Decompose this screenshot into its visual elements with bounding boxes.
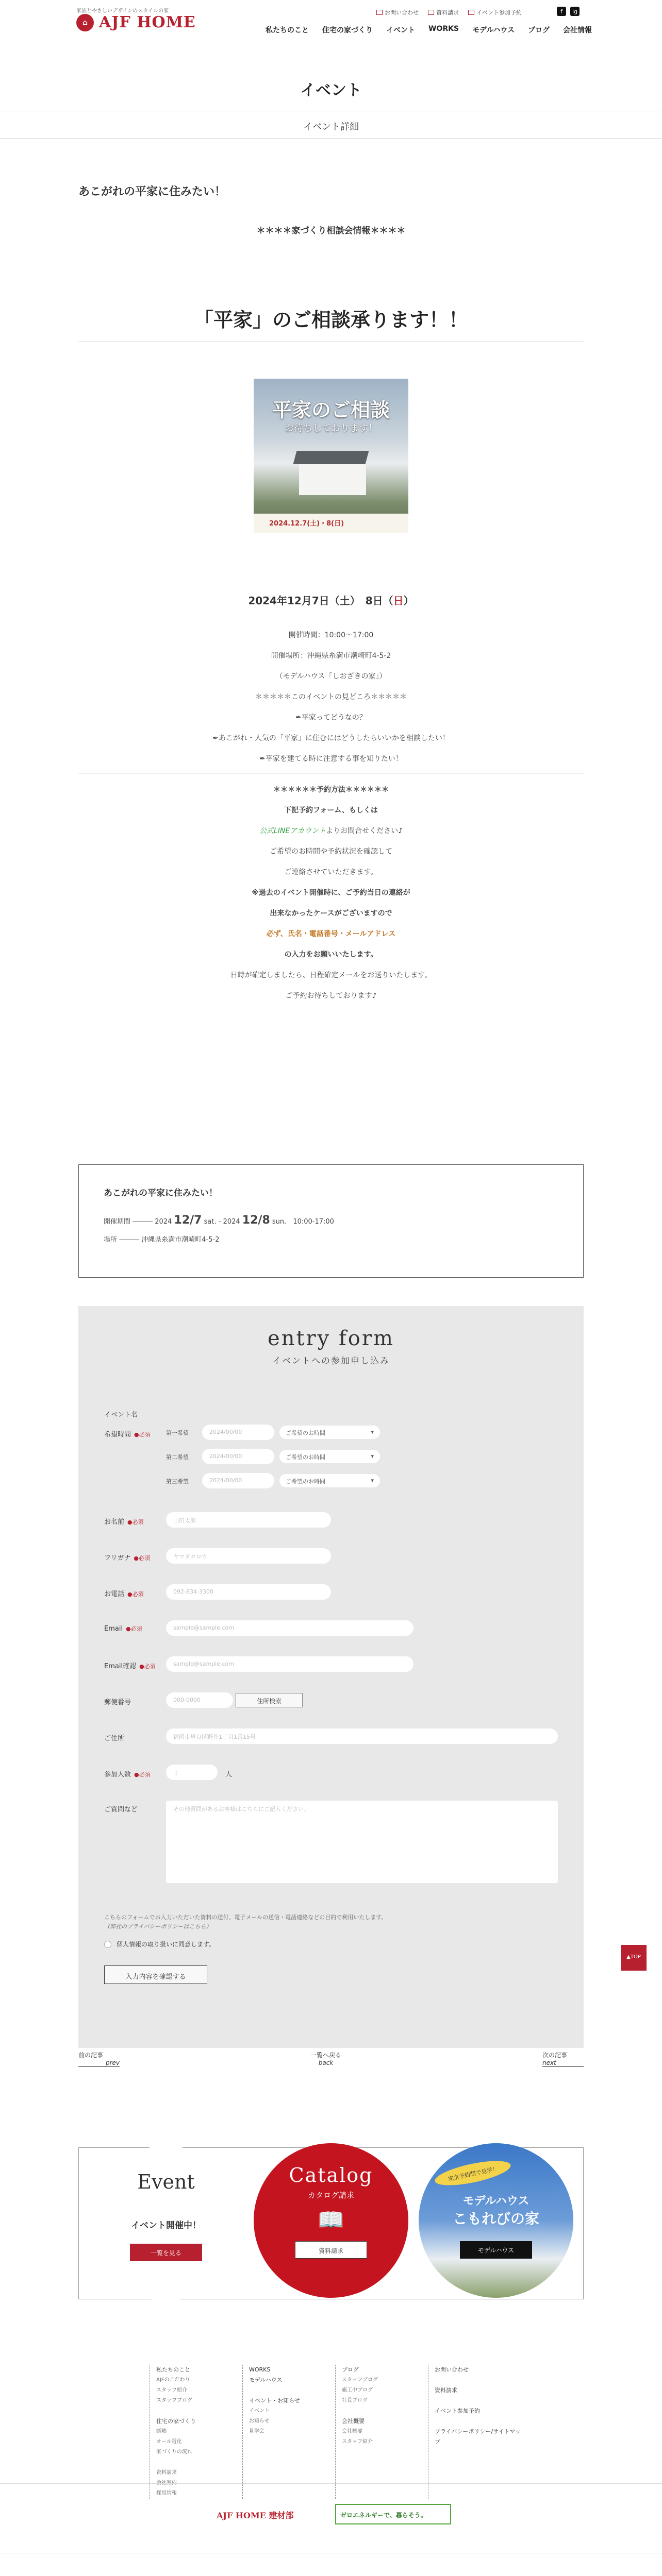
email-label: Email ●必須	[104, 1625, 142, 1633]
nav-modelhouse[interactable]: モデルハウス	[472, 26, 515, 35]
highlight-heading: ＊＊＊＊＊このイベントの見どころ＊＊＊＊＊	[255, 693, 407, 701]
chevron-down-icon: ▾	[371, 1477, 374, 1484]
footer-col-blog: ブログ スタッフブログ 施工中ブログ 社長ブログ 会社概要 会社概要 スタッフ紹介	[335, 2365, 428, 2499]
nav-event[interactable]: イベント	[386, 26, 415, 35]
post-subtitle: ＊＊＊＊家づくり相談会情報＊＊＊＊	[256, 226, 406, 236]
kana-input[interactable]: ヤマダタロウ	[166, 1548, 331, 1564]
event-flyer-image	[254, 379, 408, 533]
book-icon	[428, 10, 434, 15]
form-subtitle: イベントへの参加申し込み	[272, 1356, 390, 1366]
next-link[interactable]: 次の記事 next	[542, 2050, 584, 2067]
hope3-date-input[interactable]: 2024/00/00	[202, 1473, 274, 1488]
chevron-down-icon: ▾	[371, 1453, 374, 1460]
hope3-time-select[interactable]: ご希望のお時間 ▾	[279, 1474, 380, 1487]
modelhouse-button[interactable]: モデルハウス	[460, 2241, 532, 2259]
modelhouse-name: こもれびの家	[452, 2210, 539, 2227]
contact-link[interactable]: お問い合わせ	[376, 8, 419, 16]
nav-company[interactable]: 会社情報	[562, 26, 592, 35]
reserve-line: 必ず、氏名・電話番号・メールアドレス	[266, 930, 396, 938]
footer-col-contact: お問い合わせ 資料請求 イベント参加予約 プライバシーポリシー/サイトマップ	[428, 2365, 521, 2499]
logo-text: AJF HOME	[99, 13, 196, 31]
event-banner[interactable]	[89, 2146, 243, 2300]
zip-label: 郵便番号	[104, 1699, 131, 1706]
catalog-banner-sub: カタログ請求	[307, 2191, 354, 2200]
brand-kenzai[interactable]: AJF HOME 建材部	[217, 2511, 294, 2520]
event-model: （モデルハウス「しおざきの家」）	[275, 672, 387, 681]
modelhouse-tag: 完全予約制で見学！	[433, 2156, 512, 2190]
catalog-request-button[interactable]: 資料請求	[295, 2241, 367, 2259]
modelhouse-title: モデルハウス	[462, 2195, 529, 2208]
event-banner-sub: イベント開催中！	[131, 2221, 201, 2231]
back-to-top-button[interactable]: ▲TOP	[621, 1945, 647, 1971]
divider	[0, 138, 662, 139]
hope-time-label: 希望時間 ●必須	[104, 1431, 151, 1438]
footer-col-about: 私たちのこと AJFのこだわり スタッフ紹介 スタッフブログ 住宅の家づくり 断熱 オール電化 家づくりの流れ 資料請求 採用情報	[150, 2365, 242, 2499]
event-summary-box	[78, 1164, 584, 1278]
footer-sitemap	[150, 2365, 521, 2499]
hope1-time-select[interactable]: ご希望のお時間 ▾	[279, 1426, 380, 1439]
page-title: イベント	[300, 81, 362, 99]
nav-house[interactable]: 住宅の家づくり	[322, 26, 373, 35]
agree-checkbox[interactable]	[104, 1941, 111, 1948]
name-input[interactable]: 山田太郎	[166, 1512, 331, 1528]
instagram-icon[interactable]: ig	[570, 7, 580, 16]
name-label: お名前 ●必須	[104, 1518, 144, 1526]
agree-row[interactable]: 個人情報の取り扱いに同意します。	[104, 1940, 215, 1948]
brand-zeroenergy[interactable]: ゼロエネルギーで、暮らそう。	[335, 2504, 451, 2524]
post-lead: あこがれの平家に住みたい！	[78, 185, 226, 198]
social-links	[557, 7, 580, 16]
event-reserve-link[interactable]: イベント参加予約	[468, 8, 522, 16]
back-link[interactable]: 一覧へ戻る back	[310, 2052, 342, 2066]
address-label: ご住所	[104, 1735, 125, 1742]
form-title: entry form	[268, 1327, 394, 1350]
event-time: 開催時間：10:00～17:00	[288, 631, 374, 639]
utility-links	[376, 8, 522, 16]
nav-about[interactable]: 私たちのこと	[266, 26, 309, 35]
catalog-link[interactable]: 資料請求	[428, 8, 459, 16]
logo-tagline: 家族とやさしいデザインのスタイルの家	[76, 8, 169, 14]
hope2-label: 第二希望	[166, 1454, 189, 1461]
footer-col-works: WORKS モデルハウス イベント・お知らせ イベント お知らせ 見学会	[242, 2365, 335, 2499]
tel-label: お電話 ●必須	[104, 1590, 144, 1598]
modelhouse-banner[interactable]	[419, 2143, 573, 2298]
privacy-note: こちらのフォームでお入力いただいた資料の送付、電子メールの送信・電話連絡などの目的で利用いたします。	[104, 1914, 387, 1921]
flyer-title: 平家のご相談	[272, 398, 390, 421]
people-input[interactable]: １	[166, 1765, 218, 1780]
email-confirm-label: Email確認 ●必須	[104, 1663, 156, 1670]
people-label: 参加人数 ●必須	[104, 1771, 151, 1778]
house-roof	[293, 451, 369, 464]
logo-house-icon: ⌂	[76, 14, 94, 31]
divider	[0, 2483, 662, 2484]
post-heading: 「平家」のご相談承ります！！	[78, 304, 584, 342]
breadcrumb: イベント詳細	[303, 122, 359, 132]
flyer-subtitle: お待ちしております！	[285, 423, 377, 434]
hope2-date-input[interactable]: 2024/00/00	[202, 1449, 274, 1464]
flyer-date: 2024.12.7(土)・8(日)	[254, 514, 408, 533]
highlight-3: ✒︎平家を建てる時に注意する事を知りたい！	[259, 755, 403, 763]
catalog-banner[interactable]	[254, 2143, 408, 2298]
highlight-1: ✒︎平家ってどうなの？	[295, 714, 367, 722]
chevron-up-icon: ▲	[626, 1954, 631, 1960]
hope3-label: 第三希望	[166, 1478, 189, 1485]
address-input[interactable]: 福岡市早良区野芥1丁目1番15号	[166, 1728, 558, 1744]
reserve-line: 公式LINEアカウントよりお問合せください♪	[259, 827, 403, 835]
chevron-down-icon: ▾	[371, 1429, 374, 1435]
people-unit: 人	[225, 1771, 233, 1778]
tel-input[interactable]: 092-834-3300	[166, 1584, 331, 1600]
site-header	[0, 0, 662, 57]
event-date: 2024年12月7日（土） 8日（日）	[248, 595, 414, 607]
zip-input[interactable]: 000-0000	[166, 1692, 233, 1708]
confirm-button[interactable]: 入力内容を確認する	[104, 1965, 207, 1984]
catalog-banner-title: Catalog	[289, 2164, 373, 2187]
email-confirm-input[interactable]: sample@sample.com	[166, 1656, 413, 1672]
hope2-time-select[interactable]: ご希望のお時間 ▾	[279, 1450, 380, 1463]
reserve-line: 出来なかったケースがございますので	[270, 909, 392, 918]
reserve-line: ご連絡させていただきます。	[284, 868, 378, 876]
mail-icon	[376, 10, 383, 15]
event-place: 開催場所：沖縄県糸満市潮崎町4-5-2	[271, 652, 391, 660]
entry-form	[78, 1306, 584, 2048]
question-label: ご質問など	[104, 1806, 138, 1814]
kana-label: フリガナ ●必須	[104, 1554, 150, 1562]
facebook-icon[interactable]: f	[557, 7, 566, 16]
house-wall	[299, 464, 366, 495]
reserve-line: 日時が確定しましたら、日程確定メールをお送りいたします。	[230, 971, 432, 979]
summary-place: 場所 ――― 沖縄県糸満市潮崎町4-5-2	[104, 1236, 220, 1244]
event-banner-title: Event	[137, 2171, 195, 2193]
summary-date: 開催期間 ――― 2024 12/7 sat. - 2024 12/8 sun. 10:00-17:00	[104, 1214, 334, 1227]
flag-icon	[468, 10, 474, 15]
nav-works[interactable]: WORKS	[428, 25, 459, 33]
reserve-line: ご希望のお時間や予約状況を確認して	[270, 848, 392, 856]
hope1-date-input[interactable]: 2024/00/00	[202, 1425, 274, 1440]
line-account-link[interactable]: 公式LINEアカウント	[259, 827, 326, 835]
hope1-label: 第一希望	[166, 1430, 189, 1436]
email-input[interactable]: sample@sample.com	[166, 1620, 413, 1636]
reserve-line: 下記予約フォーム、もしくは	[284, 806, 378, 815]
book-icon: 📖	[317, 2207, 345, 2232]
summary-title: あこがれの平家に住みたい！	[104, 1188, 218, 1198]
highlight-2: ✒︎あこがれ・人気の「平家」に住むにはどうしたらいいかを相談したい！	[212, 734, 450, 742]
prev-link[interactable]: 前の記事 prev	[78, 2052, 120, 2066]
reserve-line: の入力をお願いいたします。	[284, 951, 378, 959]
privacy-policy-link[interactable]: （弊社のプライバシーポリシーはこちら）	[104, 1923, 212, 1930]
reserve-line: ※過去のイベント開催時に、ご予約当日の連絡が	[252, 889, 410, 897]
event-list-button[interactable]: 一覧を見る	[130, 2244, 202, 2261]
reserve-line: ご予約お待ちしております♪	[285, 992, 377, 1000]
reserve-heading: ＊＊＊＊＊＊予約方法＊＊＊＊＊＊	[273, 786, 389, 794]
main-nav	[266, 25, 592, 35]
question-textarea[interactable]: その他質問があるお客様はこちらにご記入ください。	[166, 1801, 558, 1883]
address-search-button[interactable]: 住所検索	[236, 1693, 303, 1707]
nav-blog[interactable]: ブログ	[527, 26, 550, 35]
event-name-label: イベント名	[104, 1411, 138, 1419]
site-logo[interactable]	[76, 13, 196, 31]
